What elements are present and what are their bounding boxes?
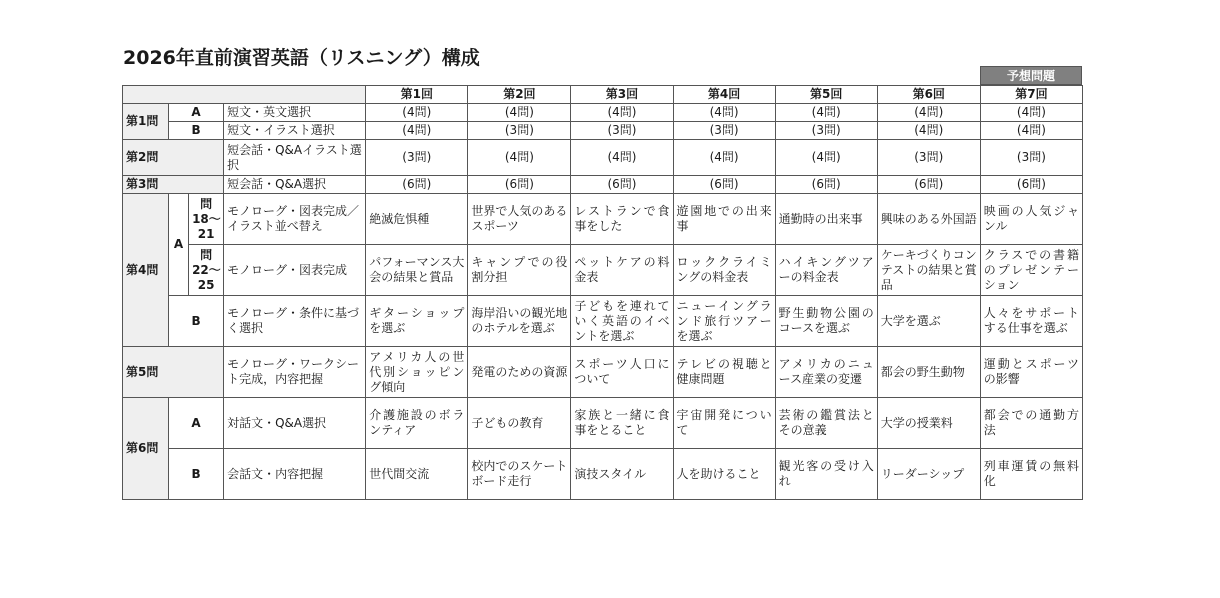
subpart-label: 問18〜21	[189, 194, 224, 245]
header-corner	[123, 86, 366, 104]
question-label: 第3問	[123, 176, 224, 194]
table-cell: 校内でのスケートボード走行	[468, 449, 571, 500]
table-row	[123, 104, 1083, 122]
table-cell: (3問)	[366, 140, 468, 176]
question-type: 短会話・Q&A選択	[224, 176, 366, 194]
table-cell: (4問)	[980, 104, 1082, 122]
part-label: B	[169, 122, 224, 140]
table-cell: (4問)	[673, 140, 775, 176]
table-cell: スポーツ人口について	[571, 347, 673, 398]
table-cell: (6問)	[775, 176, 877, 194]
round-header: 第2回	[468, 86, 571, 104]
question-label: 第6問	[123, 398, 169, 500]
round-header: 第1回	[366, 86, 468, 104]
table-cell: (4問)	[468, 140, 571, 176]
question-type: モノローグ・図表完成	[224, 245, 366, 296]
table-cell: (4問)	[673, 104, 775, 122]
table-cell: 宇宙開発について	[673, 398, 775, 449]
table-cell: ロッククライミングの料金表	[673, 245, 775, 296]
table-cell: ハイキングツアーの料金表	[775, 245, 877, 296]
table-cell: レストランで食事をした	[571, 194, 673, 245]
table-cell: 絶滅危惧種	[366, 194, 468, 245]
round-header: 第5回	[775, 86, 877, 104]
table-cell: ギターショップを選ぶ	[366, 296, 468, 347]
table-cell: 演技スタイル	[571, 449, 673, 500]
table-cell: アメリカのニュース産業の変遷	[775, 347, 877, 398]
table-cell: (4問)	[571, 140, 673, 176]
table-row	[123, 398, 1083, 449]
table-row	[123, 296, 1083, 347]
table-cell: 海岸沿いの観光地のホテルを選ぶ	[468, 296, 571, 347]
table-cell: (4問)	[980, 122, 1082, 140]
round-header: 第3回	[571, 86, 673, 104]
part-label: A	[169, 104, 224, 122]
table-row	[123, 449, 1083, 500]
table-cell: 子どもを連れていく英語のイベントを選ぶ	[571, 296, 673, 347]
table-cell: 観光客の受け入れ	[775, 449, 877, 500]
table-row	[123, 194, 1083, 245]
part-label: B	[169, 296, 224, 347]
table-row	[123, 245, 1083, 296]
table-cell: (3問)	[980, 140, 1082, 176]
table-cell: (3問)	[673, 122, 775, 140]
table-cell: 世代間交流	[366, 449, 468, 500]
table-cell: キャンプでの役割分担	[468, 245, 571, 296]
table-cell: (3問)	[877, 140, 980, 176]
header-row	[123, 86, 1083, 104]
part-label: A	[169, 194, 189, 296]
part-label: A	[169, 398, 224, 449]
question-type: モノローグ・図表完成／イラスト並べ替え	[224, 194, 366, 245]
question-type: モノローグ・ワークシート完成，内容把握	[224, 347, 366, 398]
question-type: 短文・英文選択	[224, 104, 366, 122]
table-row	[123, 176, 1083, 194]
table-cell: テレビの視聴と健康問題	[673, 347, 775, 398]
table-cell: (4問)	[775, 140, 877, 176]
page-title: 2026年直前演習英語（リスニング）構成	[123, 47, 480, 69]
table-cell: 発電のための資源	[468, 347, 571, 398]
structure-table	[122, 85, 1083, 500]
question-label: 第2問	[123, 140, 224, 176]
question-type: 短文・イラスト選択	[224, 122, 366, 140]
table-cell: (3問)	[468, 122, 571, 140]
table-cell: 野生動物公園のコースを選ぶ	[775, 296, 877, 347]
table-cell: 都会の野生動物	[877, 347, 980, 398]
table-cell: 介護施設のボランティア	[366, 398, 468, 449]
table-cell: (6問)	[468, 176, 571, 194]
table-cell: 列車運賃の無料化	[980, 449, 1082, 500]
question-type: 会話文・内容把握	[224, 449, 366, 500]
table-cell: 大学を選ぶ	[877, 296, 980, 347]
question-type: 対話文・Q&A選択	[224, 398, 366, 449]
table-cell: アメリカ人の世代別ショッピング傾向	[366, 347, 468, 398]
table-cell: 人を助けること	[673, 449, 775, 500]
table-cell: (4問)	[468, 104, 571, 122]
table-cell: (6問)	[980, 176, 1082, 194]
table-row	[123, 347, 1083, 398]
table-row	[123, 140, 1083, 176]
table-cell: ペットケアの料金表	[571, 245, 673, 296]
table-cell: (6問)	[673, 176, 775, 194]
table-row	[123, 122, 1083, 140]
table-cell: 都会での通勤方法	[980, 398, 1082, 449]
table-cell: (4問)	[571, 104, 673, 122]
round-header: 第6回	[877, 86, 980, 104]
table-cell: 子どもの教育	[468, 398, 571, 449]
round-header: 第4回	[673, 86, 775, 104]
table-cell: パフォーマンス大会の結果と賞品	[366, 245, 468, 296]
table-cell: (6問)	[571, 176, 673, 194]
table-cell: ケーキづくりコンテストの結果と賞品	[877, 245, 980, 296]
question-type: 短会話・Q&Aイラスト選択	[224, 140, 366, 176]
table-cell: 運動とスポーツの影響	[980, 347, 1082, 398]
table-cell: 世界で人気のあるスポーツ	[468, 194, 571, 245]
question-type: モノローグ・条件に基づく選択	[224, 296, 366, 347]
forecast-label: 予想問題	[980, 66, 1082, 85]
subpart-label: 問22〜25	[189, 245, 224, 296]
table-cell: (6問)	[877, 176, 980, 194]
part-label: B	[169, 449, 224, 500]
table-cell: 家族と一緒に食事をとること	[571, 398, 673, 449]
table-cell: 遊園地での出来事	[673, 194, 775, 245]
question-label: 第5問	[123, 347, 224, 398]
question-label: 第1問	[123, 104, 169, 140]
table-cell: (4問)	[366, 122, 468, 140]
table-cell: (3問)	[571, 122, 673, 140]
table-cell: 大学の授業料	[877, 398, 980, 449]
table-cell: 通勤時の出来事	[775, 194, 877, 245]
table-cell: (4問)	[775, 104, 877, 122]
table-cell: 芸術の鑑賞法とその意義	[775, 398, 877, 449]
table-cell: 映画の人気ジャンル	[980, 194, 1082, 245]
table-cell: クラスでの書籍のプレゼンテーション	[980, 245, 1082, 296]
table-cell: (6問)	[366, 176, 468, 194]
table-cell: 人々をサポートする仕事を選ぶ	[980, 296, 1082, 347]
table-cell: ニューイングランド旅行ツアーを選ぶ	[673, 296, 775, 347]
question-label: 第4問	[123, 194, 169, 347]
round-header: 第7回	[980, 86, 1082, 104]
table-cell: 興味のある外国語	[877, 194, 980, 245]
table-cell: リーダーシップ	[877, 449, 980, 500]
table-cell: (4問)	[877, 122, 980, 140]
table-cell: (3問)	[775, 122, 877, 140]
table-cell: (4問)	[366, 104, 468, 122]
table-cell: (4問)	[877, 104, 980, 122]
